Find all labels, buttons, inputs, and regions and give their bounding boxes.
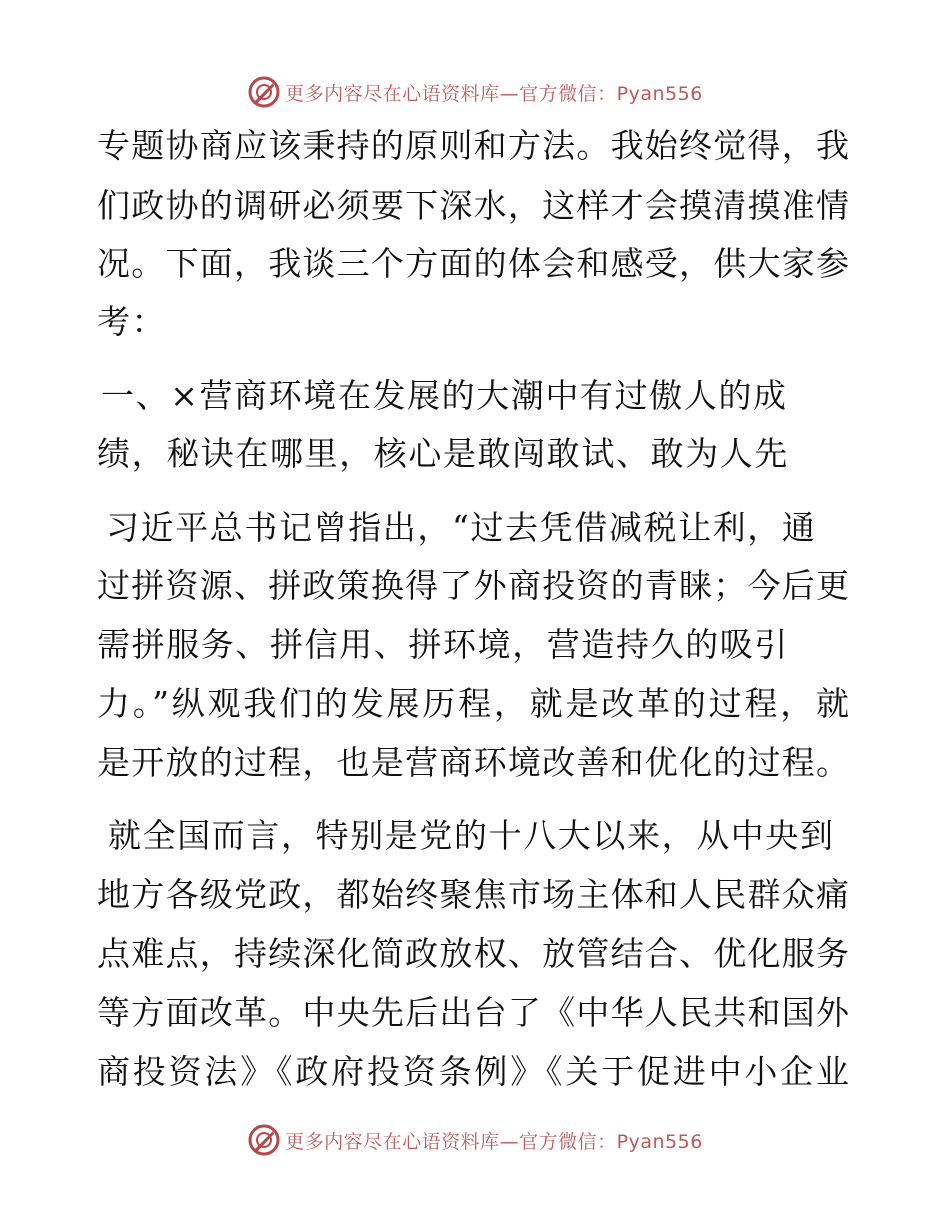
section-heading-line-1: 一、×营商环境在发展的大潮中有过傲人的成 xyxy=(101,376,788,415)
footer-watermark xyxy=(0,1120,950,1160)
paragraph-3-line-2: 过拼资源、拼政策换得了外商投资的青睐；今后更 xyxy=(97,566,849,605)
paragraph-4-line-3: 点难点，持续深化简政放权、放管结合、优化服务 xyxy=(97,934,849,973)
paragraph-4-line-4: 等方面改革。中央先后出台了《中华人民共和国外 xyxy=(97,993,849,1032)
paragraph-3-line-3: 需拼服务、拼信用、拼环境，营造持久的吸引 xyxy=(97,625,789,664)
paragraph-3-line-1: 习近平总书记曾指出，“过去凭借减税让利，通 xyxy=(106,508,817,547)
paragraph-1-line-2: 们政协的调研必须要下深水，这样才会摸清摸准情 xyxy=(97,186,849,225)
paragraph-4-line-1: 就全国而言，特别是党的十八大以来，从中央到 xyxy=(108,816,835,855)
paragraph-3-line-4: 力。”纵观我们的发展历程，就是改革的过程，就 xyxy=(97,684,849,723)
pen-logo-icon xyxy=(247,75,281,109)
watermark-text: 更多内容尽在心语资料库—官方微信：Pyan556 xyxy=(285,82,703,105)
paragraph-1-line-4: 考： xyxy=(97,302,167,341)
paragraph-1-line-3: 况。下面，我谈三个方面的体会和感受，供大家参 xyxy=(97,244,849,283)
paragraph-4-line-2: 地方各级党政，都始终聚焦市场主体和人民群众痛 xyxy=(97,875,849,914)
watermark-text: 更多内容尽在心语资料库—官方微信：Pyan556 xyxy=(285,1130,703,1153)
section-heading-line-2: 绩，秘诀在哪里，核心是敢闯敢试、敢为人先 xyxy=(97,434,789,473)
paragraph-4-line-5: 商投资法》《政府投资条例》《关于促进中小企业 xyxy=(97,1052,849,1091)
paragraph-3-line-5: 是开放的过程，也是营商环境改善和优化的过程。 xyxy=(97,743,849,782)
pen-logo-icon xyxy=(247,1123,281,1157)
header-watermark xyxy=(0,72,950,112)
paragraph-1-line-1: 专题协商应该秉持的原则和方法。我始终觉得，我 xyxy=(97,126,849,165)
